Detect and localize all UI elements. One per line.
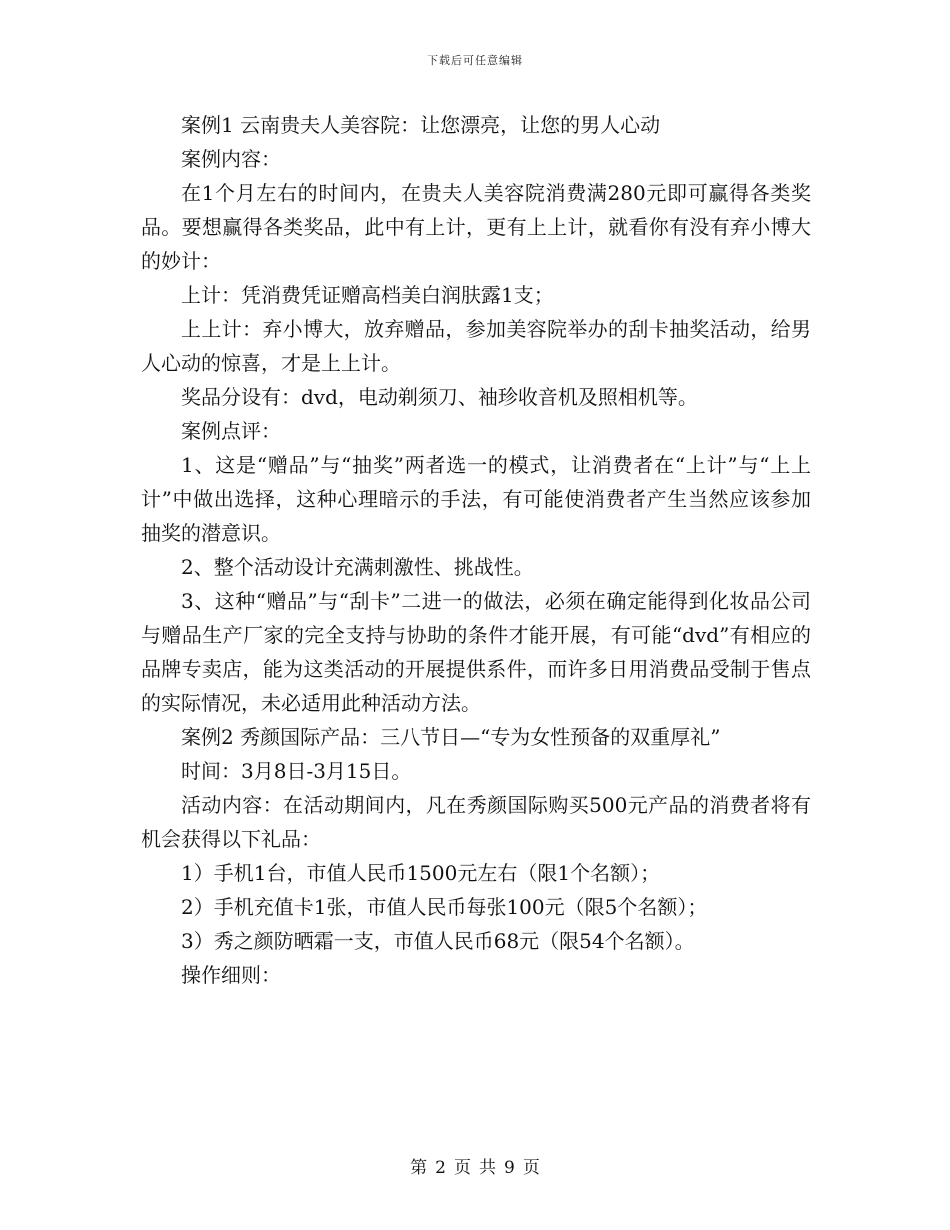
case2-operation-heading: 操作细则： (181, 963, 281, 987)
case1-top-plan: 上上计：弃小博大，放弃赠品，参加美容院举办的刮卡抽奖活动，给男人心动的惊喜，才是上上计。 (141, 317, 811, 375)
footer-prefix: 第 (410, 1158, 428, 1178)
footer-page-word: 页 (454, 1158, 471, 1178)
case1-description: 在1个月左右的时间内，在贵夫人美容院消费满280元即可赢得各类奖品。要想赢得各类奖品，此中有上计，更有上上计，就看你有没有弃小博大的妙计： (141, 181, 811, 273)
case1-review-point-3: 3、这种“赠品”与“刮卡”二进一的做法，必须在确定能得到化妆品公司与赠品生产厂家的完全支持与协助的条件才能开展，有可能“dvd”有相应的品牌专卖店，能为这类活动的开展提供系件，而许多日用消费品受制于售点的实际情况，未必适用此种活动方法。 (141, 589, 811, 715)
case1-prizes: 奖品分设有：dvd，电动剃须刀、袖珍收音机及照相机等。 (181, 385, 698, 409)
footer-of-word: 共 (479, 1158, 496, 1178)
footer-total-pages: 9 (504, 1158, 515, 1178)
page-footer (0, 1153, 950, 1178)
page-header-note: 下载后可任意编辑 (427, 54, 523, 67)
case1-upper-plan: 上计：凭消费凭证赠高档美白润肤露1支； (181, 283, 554, 307)
case2-title: 案例2 秀颜国际产品：三八节日—“专为女性预备的双重厚礼” (181, 725, 721, 749)
case2-gift-2: 2）手机充值卡1张，市值人民币每张100元（限5个名额）； (181, 895, 708, 919)
footer-suffix: 页 (522, 1158, 540, 1178)
case2-gift-1: 1）手机1台，市值人民币1500元左右（限1个名额）； (181, 861, 661, 885)
case1-review-point-2: 2、整个活动设计充满刺激性、挑战性。 (181, 555, 534, 579)
case2-gift-3: 3）秀之颜防晒霜一支，市值人民币68元（限54个名额）。 (181, 929, 695, 953)
case1-review-heading: 案例点评： (181, 419, 281, 443)
case1-content-heading: 案例内容： (181, 147, 281, 171)
case2-time: 时间：3月8日-3月15日。 (181, 759, 412, 783)
document-body (141, 108, 811, 992)
case1-title: 案例1 云南贵夫人美容院：让您漂亮，让您的男人心动 (181, 113, 661, 137)
case2-activity-content: 活动内容：在活动期间内，凡在秀颜国际购买500元产品的消费者将有机会获得以下礼品： (141, 793, 811, 851)
footer-current-page: 2 (435, 1158, 446, 1178)
case1-review-point-1: 1、这是“赠品”与“抽奖”两者选一的模式，让消费者在“上计”与“上上计”中做出选择，这种心理暗示的手法，有可能使消费者产生当然应该参加抽奖的潜意识。 (141, 453, 811, 545)
